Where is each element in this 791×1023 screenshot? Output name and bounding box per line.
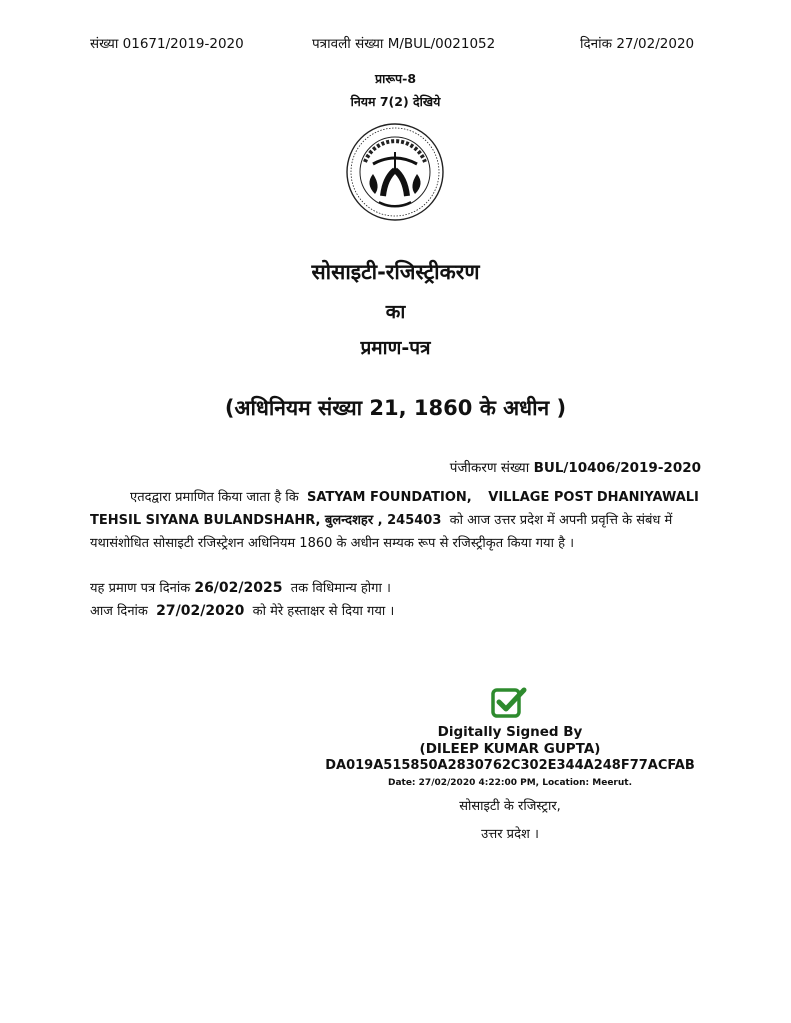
- signer-name: (DILEEP KUMAR GUPTA): [419, 741, 601, 757]
- body-rest: को आज उत्तर प्रदेश में अपनी प्रवृत्ति के संबंध में यथासंशोधित सोसाइटी रजिस्ट्रेशन अधिनियम 1860 के अधीन सम्यक रूप से रजिस्ट्रीकृत किया गया है ।: [90, 513, 673, 551]
- issued-suffix: को मेरे हस्ताक्षर से दिया गया ।: [252, 604, 395, 619]
- certificate-body: [90, 486, 705, 555]
- registration-number: BUL/10406/2019-2020: [533, 460, 701, 476]
- society-name: SATYAM FOUNDATION,: [306, 490, 472, 505]
- form-name: प्रारूप-8: [374, 71, 417, 86]
- file-number: पत्रावली संख्या M/BUL/0021052: [312, 36, 496, 52]
- up-govt-emblem-icon: [345, 122, 445, 222]
- validity-prefix: यह प्रमाण पत्र दिनांक: [90, 581, 191, 596]
- signed-by-label: Digitally Signed By: [437, 724, 583, 740]
- registrar-designation: सोसाइटी के रजिस्ट्रार,: [459, 799, 561, 814]
- society-address-a: VILLAGE POST: [488, 490, 593, 505]
- validity-suffix: तक विधिमान्य होगा ।: [290, 581, 391, 596]
- header-date: दिनांक 27/02/2020: [580, 36, 695, 52]
- issued-date: 27/02/2020: [156, 603, 245, 619]
- registration-label: पंजीकरण संख्या: [449, 460, 530, 476]
- registrar-state: उत्तर प्रदेश ।: [481, 827, 539, 842]
- signature-date-location: Date: 27/02/2020 4:22:00 PM, Location: Meerut.: [387, 778, 632, 788]
- issued-line: [90, 601, 394, 619]
- validity-date: 26/02/2025: [194, 580, 283, 596]
- society-address-b: DHANIYAWALI TEHSIL SIYANA BULANDSHAHR, बुलन्दशहर , 245403: [90, 490, 699, 528]
- signature-hash: DA019A515850A2830762C302E344A248F77ACFAB: [325, 758, 695, 773]
- checkmark-icon: [491, 686, 527, 718]
- validity-line: [90, 578, 391, 596]
- certificate-serial: संख्या 01671/2019-2020: [90, 36, 244, 52]
- certificate-title-line1: सोसाइटी-रजिस्ट्रीकरण: [311, 260, 480, 284]
- certificate-title-line3: प्रमाण-पत्र: [360, 337, 431, 359]
- act-reference: (अधिनियम संख्या 21, 1860 के अधीन ): [224, 396, 567, 420]
- body-intro: एतदद्वारा प्रमाणित किया जाता है कि: [130, 490, 299, 505]
- registration-line: [450, 458, 701, 476]
- form-rule: नियम 7(2) देखिये: [350, 94, 441, 109]
- issued-prefix: आज दिनांक: [90, 604, 148, 619]
- certificate-title-line2: का: [385, 301, 406, 323]
